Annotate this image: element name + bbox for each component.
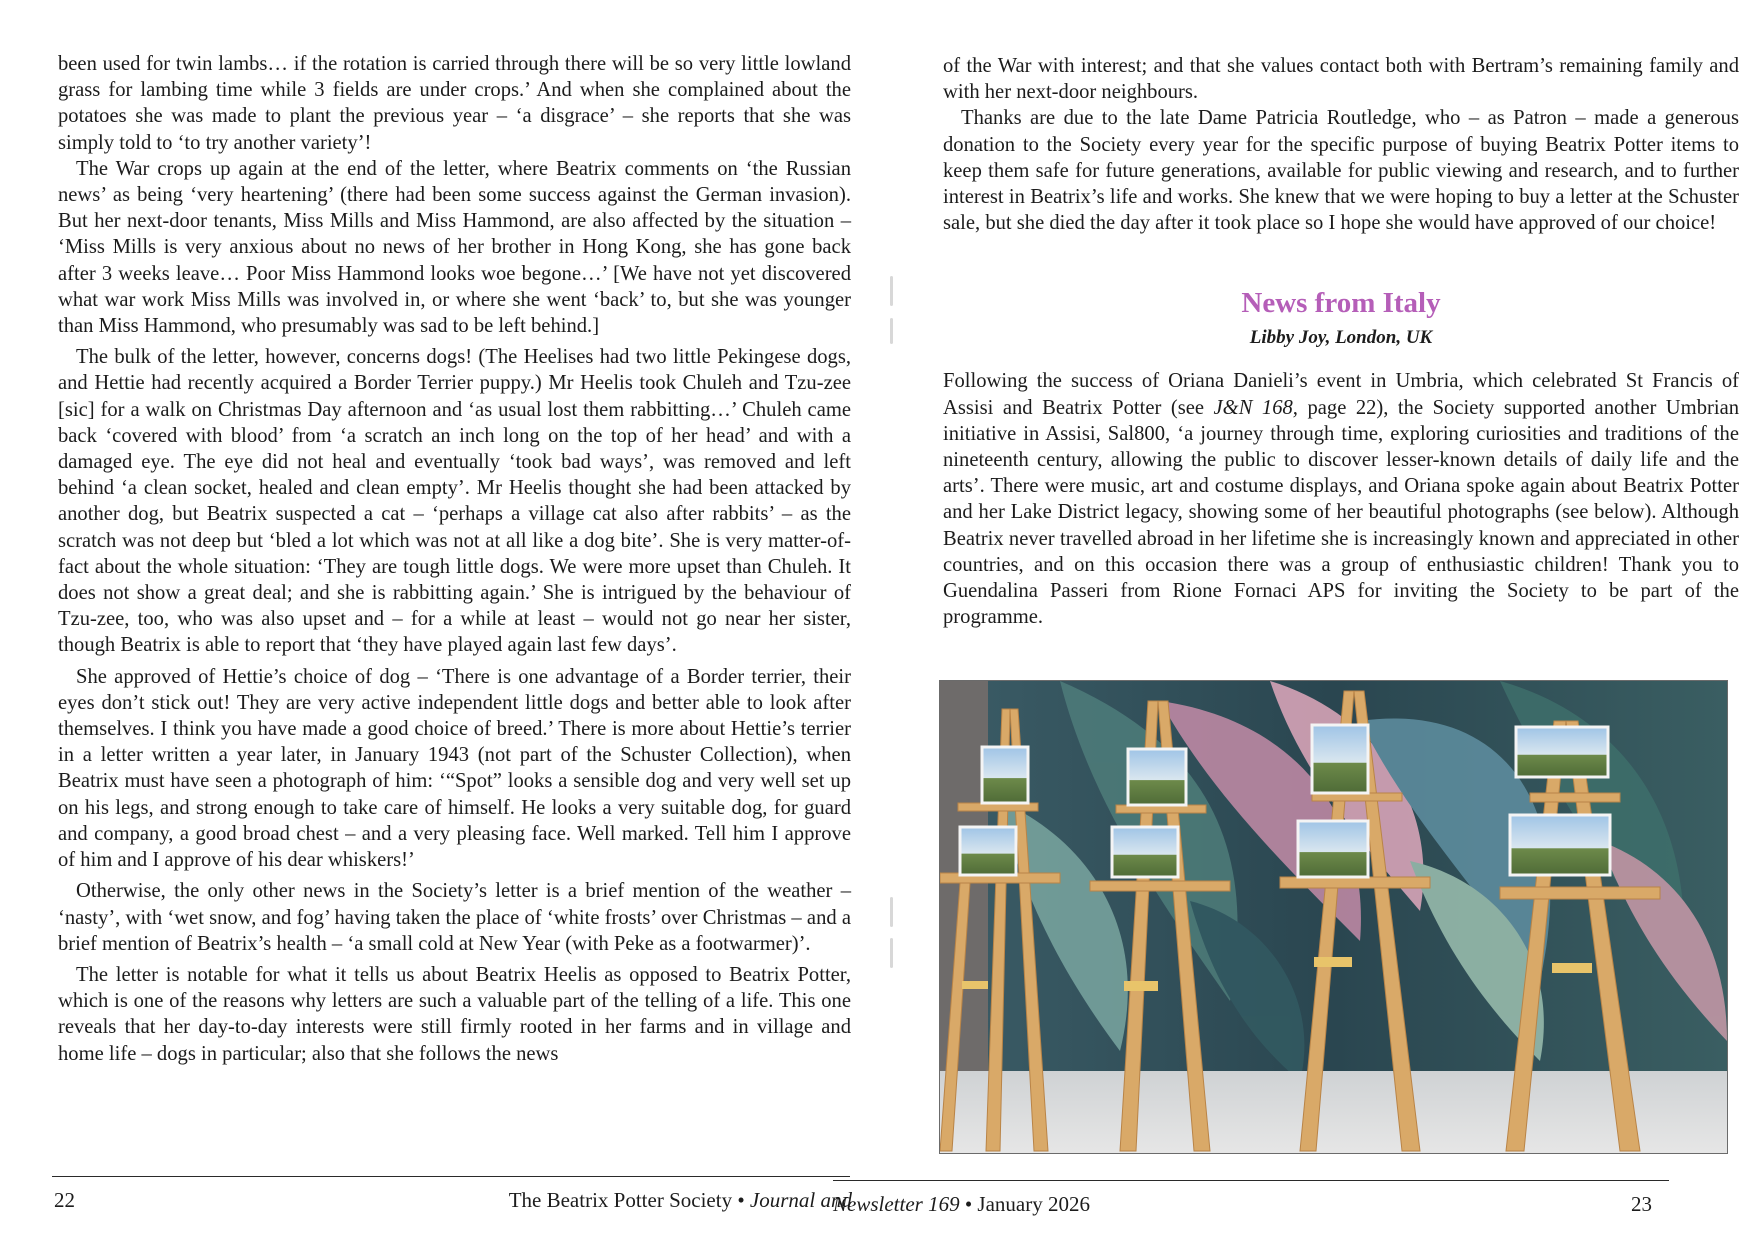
left-column-text: [58, 51, 851, 1067]
footer-rule-left: [52, 1176, 850, 1177]
article-text-part2: page 22), the Society supported another Umbrian initiative in Assisi, Sal800, ‘a journey through time, exploring curiosities and traditions of the nineteenth century, allowing the public to discover lesser-known details of daily life and the arts’. There were music, art and costume displays, and Oriana spoke again about Beatrix Potter and her Lake District legacy, showing some of her beautiful photographs (see below). Although Beatrix never travelled abroad in her lifetime she is increasingly known and appreciated in other countries, and on this occasion there was a group of enthusiastic children! Thank you to Guendalina Passeri from Rione Fornaci APS for inviting the Society to be part of the programme.: [943, 396, 1740, 629]
exhibition-photo: [939, 680, 1728, 1154]
paragraph: She approved of Hettie’s choice of dog – ‘There is one advantage of a Border terrier, their eyes don’t stick out! They are very active independent little dogs and better able to look after themselves. I think you have made a good choice of breed.’ There is more about Hettie’s terrier in a letter written a year later, in January 1943 (not part of the Schuster Collection), when Beatrix must have seen a photograph of him: ‘“Spot” looks a sensible dog and very well set up on his legs, and strong enough to take care of himself. He looks a very suitable dog, for guard and company, a good broad chest – and a very pleasing face. Well marked. Tell him I approve of him and I approve of his dear whiskers!’: [58, 665, 851, 872]
paragraph: been used for twin lambs… if the rotation is carried through there will be so very little lowland grass for lambing time while 3 fields are under crops.’ And when she complained about the potatoes she was made to plant the previous year – ‘a disgrace’ – she reports that she was simply told to ‘to try another variety’!: [58, 53, 851, 154]
article-paragraph: [943, 368, 1739, 630]
footer-journal-title: [509, 1187, 852, 1213]
right-page: [833, 0, 1754, 1240]
byline: Libby Joy, London, UK: [1249, 327, 1433, 349]
right-column-text: [943, 53, 1739, 630]
footer-title-text: The Beatrix Potter Society •: [508, 1188, 745, 1212]
paragraph: The bulk of the letter, however, concerns dogs! (The Heelises had two little Pekingese dogs, and Hettie had recently acquired a Border Terrier puppy.) Mr Heelis took Chuleh and Tzu-zee [sic] for a walk on Christmas Day afternoon and ‘as usual lost them rabbitting…’ Chuleh came back ‘covered with blood’ from ‘a scratch an inch long on the top of her head’ and with a damaged eye. The eye did not heal and eventually ‘took bad ways’, was removed and left behind ‘a clean socket, healed and clean empty’. Mr Heelis thought she had been attacked by another dog, but Beatrix suspected a cat – ‘perhaps a village cat also after rabbits’ – as the scratch was not deep but ‘bled a lot which was not at all like a dog bite’. She is very matter-of-fact about the whole situation: ‘They are tough little dogs. We were more upset than Chuleh. It does not show a great deal; and she is rabbitting again.’ She is intrigued by the behaviour of Tzu-zee, too, who was also upset and – for a while at least – would not go near her sister, though Beatrix is able to report that ‘they have played again last few days’.: [58, 346, 851, 657]
footer-newsletter: [833, 1191, 1090, 1217]
footer-title-italic: Journal and: [749, 1188, 852, 1212]
section-title: News from Italy: [1241, 287, 1441, 320]
footer-date: • January 2026: [964, 1192, 1090, 1216]
footer-newsletter-italic: Newsletter 169: [833, 1192, 960, 1216]
floor: [940, 1071, 1727, 1153]
page-number-right: 23: [1631, 1192, 1652, 1216]
article-reference: J&N 168,: [1213, 396, 1298, 419]
paragraph: The letter is notable for what it tells us about Beatrix Heelis as opposed to Beatrix Potter, which is one of the reasons why letters are such a valuable part of the telling of a life. This one reveals that her day-to-day interests were still firmly rooted in her farms and in village and home life – dogs in particular; also that she follows the news: [58, 963, 851, 1065]
footer-rule-right: [833, 1180, 1669, 1181]
easel-exhibition-illustration: [940, 681, 1727, 1153]
article-text-part1: Following the success of Oriana Danieli’s event in Umbria, which celebrated St Francis of Assisi and Beatrix Potter (see: [943, 370, 1739, 419]
paragraph: Thanks are due to the late Dame Patricia Routledge, who – as Patron – made a generous donation to the Society every year for the specific purpose of buying Beatrix Potter items to keep them safe for future generations, available for public viewing and research, and to further interest in Beatrix’s life and works. She knew that we were hoping to buy a letter at the Schuster sale, but she died the day after it took place so I hope she would have approved of our choice!: [943, 107, 1739, 235]
page-number-left: 22: [54, 1188, 75, 1212]
paragraph: The War crops up again at the end of the letter, where Beatrix comments on ‘the Russian news’ as being ‘very heartening’ (there had been some success against the German invasion). But her next-door tenants, Miss Mills and Miss Hammond, are also affected by the situation – ‘Miss Mills is very anxious about no news of her brother in Hong Kong, she has gone back after 3 weeks leave… Poor Miss Hammond looks woe begone…’ [We have not yet discovered what war work Miss Mills was involved in, or where she went ‘back’ to, but she was younger than Miss Hammond, who presumably was sad to be left behind.]: [58, 157, 851, 338]
paragraph: of the War with interest; and that she values contact both with Bertram’s remaining family and with her next-door neighbours.: [943, 55, 1739, 104]
paragraph: Otherwise, the only other news in the Society’s letter is a brief mention of the weather – ‘nasty’, with ‘wet snow, and fog’ having taken the place of ‘white frosts’ over Christmas – and a brief mention of Beatrix’s health – ‘a small cold at New Year (with Peke as a footwarmer)’.: [58, 880, 851, 955]
